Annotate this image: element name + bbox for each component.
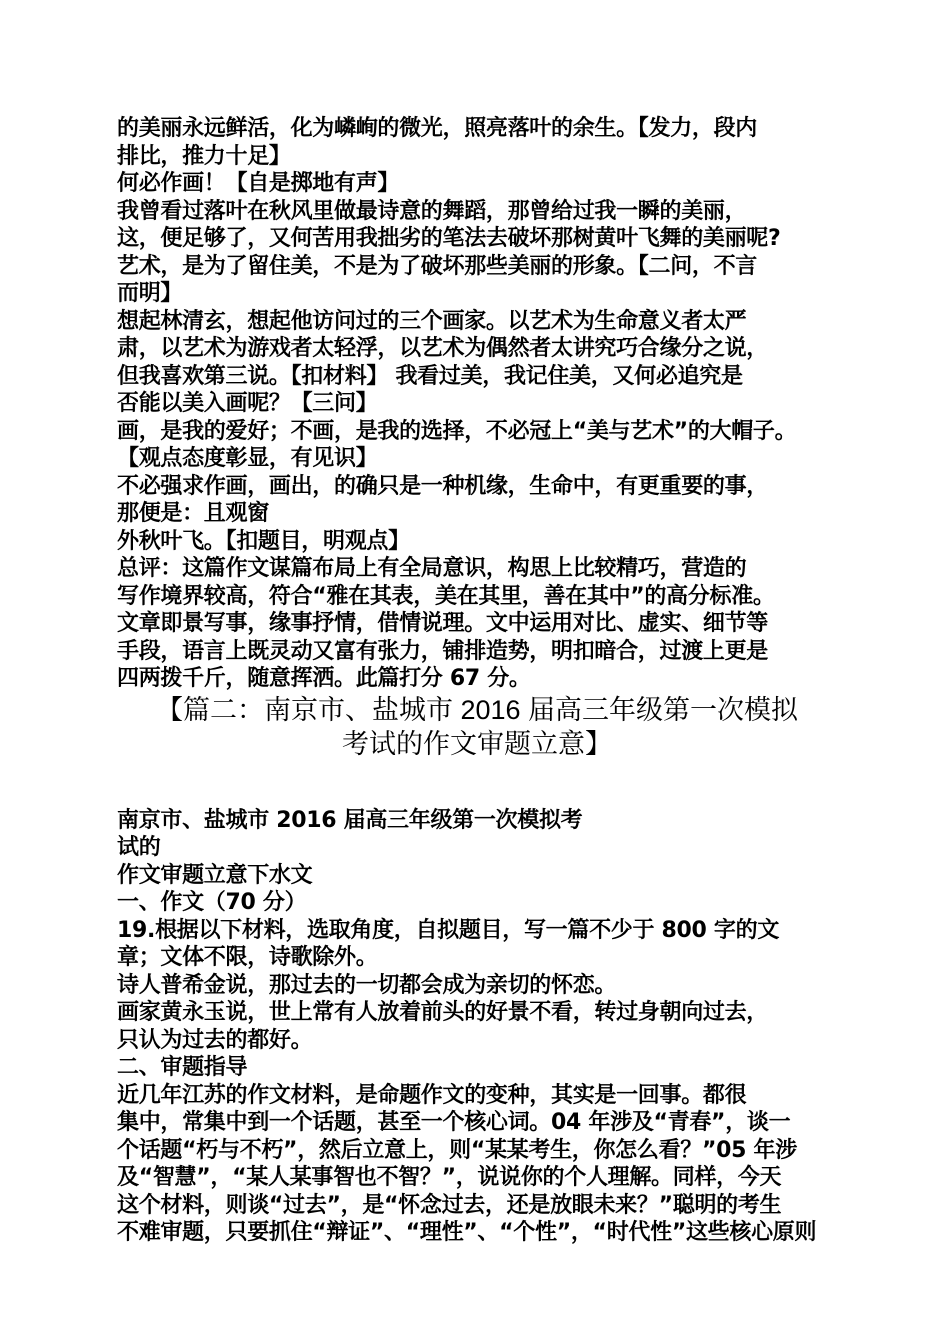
text-line: 何必作画！【自是掷地有声】 xyxy=(117,171,400,196)
text-line: 总评：这篇作文谋篇布局上有全局意识，构思上比较精巧，营造的 xyxy=(117,556,747,581)
text-line: 诗人普希金说，那过去的一切都会成为亲切的怀恋。 xyxy=(117,972,617,998)
text-line: 外秋叶飞。【扣题目，明观点】 xyxy=(117,528,410,554)
text-line: 个话题“朽与不朽”，然后立意上，则“某某考生，你怎么看？”05 年涉 xyxy=(117,1137,797,1163)
text-line: 肃，以艺术为游戏者太轻浮，以艺术为偶然者太讲究巧合缘分之说， xyxy=(117,336,769,361)
text-line: 集中，常集中到一个话题，甚至一个核心词。04 年涉及“青春”，谈一 xyxy=(117,1110,791,1135)
text-line: 画，是我的爱好；不画，是我的选择，不必冠上“美与艺术”的大帽子。 xyxy=(117,418,797,444)
exam-prompt-section xyxy=(117,807,837,1247)
text-line: 艺术，是为了留住美，不是为了破坏那些美丽的形象。【二问，不言 xyxy=(117,253,758,279)
text-line: 及“智慧”，“某人某事智也不智？”，说说你的个人理解。同样，今天 xyxy=(117,1165,782,1190)
text-line: 【观点态度彰显，有见识】 xyxy=(117,446,378,471)
text-line: 的美丽永远鲜活，化为嶙峋的微光，照亮落叶的余生。【发力，段内 xyxy=(117,116,758,141)
text-line: 这，便足够了，又何苦用我拙劣的笔法去破坏那树黄叶飞舞的美丽呢? xyxy=(117,226,781,251)
text-line: 画家黄永玉说，世上常有人放着前头的好景不看，转过身朝向过去， xyxy=(117,1000,769,1025)
text-line: 作文审题立意下水文 xyxy=(117,862,313,888)
text-line: 但我喜欢第三说。【扣材料】 我看过美，我记住美，又何必追究是 xyxy=(117,363,743,389)
text-line: 只认为过去的都好。 xyxy=(117,1027,313,1053)
heading-line: 【篇二：南京市、盐城市 2016 届高三年级第一次模拟 xyxy=(155,694,799,725)
text-line: 这个材料，则谈“过去”，是“怀念过去，还是放眼未来？”聪明的考生 xyxy=(117,1192,782,1218)
spacer xyxy=(117,761,837,807)
text-line: 不必强求作画，画出，的确只是一种机缘，生命中，有更重要的事， xyxy=(117,473,769,499)
text-line: 文章即景写事，缘事抒情，借情说理。文中运用对比、虚实、细节等 xyxy=(117,611,769,636)
text-line: 二、审题指导 xyxy=(117,1055,248,1080)
text-line: 南京市、盐城市 2016 届高三年级第一次模拟考 xyxy=(117,807,583,833)
text-line: 写作境界较高，符合“雅在其表，美在其里，善在其中”的高分标准。 xyxy=(117,583,775,609)
heading-line: 考试的作文审题立意】 xyxy=(342,728,612,759)
text-line: 章；文体不限，诗歌除外。 xyxy=(117,945,378,970)
section-heading xyxy=(117,693,837,761)
essay-commentary-section xyxy=(117,115,837,693)
text-line: 否能以美入画呢？【三问】 xyxy=(117,391,378,416)
text-line: 那便是：且观窗 xyxy=(117,501,269,526)
text-line: 我曾看过落叶在秋风里做最诗意的舞蹈，那曾给过我一瞬的美丽， xyxy=(117,198,747,224)
text-line: 手段，语言上既灵动又富有张力，铺排造势，明扣暗合，过渡上更是 xyxy=(117,638,769,664)
text-line: 四两拨千斤，随意挥洒。此篇打分 67 分。 xyxy=(117,666,531,691)
text-line: 而明】 xyxy=(117,281,183,306)
document-page xyxy=(117,115,837,1247)
text-line: 19.根据以下材料，选取角度，自拟题目，写一篇不少于 800 字的文 xyxy=(117,917,780,943)
text-line: 一、作文（70 分） xyxy=(117,890,307,915)
text-line: 不难审题，只要抓住“辩证”、“理性”、“个性”，“时代性”这些核心原则 xyxy=(117,1220,817,1245)
text-line: 试的 xyxy=(117,835,161,860)
text-line: 排比，推力十足】 xyxy=(117,143,291,169)
text-line: 近几年江苏的作文材料，是命题作文的变种，其实是一回事。都很 xyxy=(117,1082,747,1108)
text-line: 想起林清玄，想起他访问过的三个画家。以艺术为生命意义者太严 xyxy=(117,308,747,334)
